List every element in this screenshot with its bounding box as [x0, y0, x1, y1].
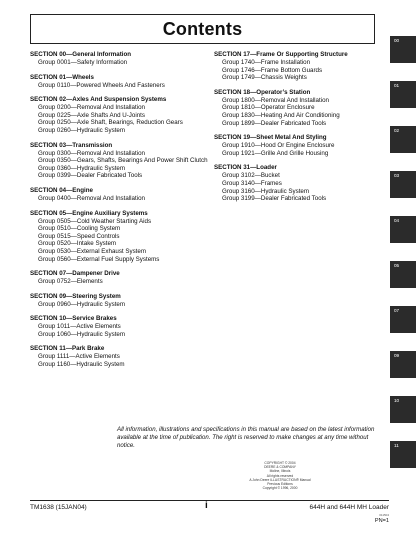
group-entry: Group 1111—Active Elements — [38, 353, 120, 361]
section-tab[interactable]: 00 — [390, 36, 416, 63]
section-title: SECTION 19—Sheet Metal And Styling — [214, 134, 327, 142]
footer-rule — [30, 500, 389, 501]
group-entry: Group 0350—Gears, Shafts, Bearings And Power Shift Clutch — [38, 157, 208, 165]
right-column — [214, 51, 389, 210]
group-entry: Group 1910—Hood Or Engine Enclosure — [222, 142, 335, 150]
section-title: SECTION 04—Engine — [30, 186, 93, 194]
group-entry: Group 1746—Frame Bottom Guards — [222, 66, 323, 74]
section-title: SECTION 00—General Information — [30, 51, 132, 58]
section-tab[interactable]: 01 — [390, 81, 416, 108]
group-entry: Group 0260—Hydraulic System — [38, 126, 126, 134]
group-entry: Group 1921—Grille And Grille Housing — [222, 149, 329, 157]
group-entry: Group 1749—Chassis Weights — [222, 74, 307, 82]
toc-section — [30, 142, 210, 180]
toc-section — [30, 187, 210, 203]
section-tab[interactable]: 04 — [390, 216, 416, 243]
toc-section — [214, 51, 389, 82]
toc-section — [30, 293, 210, 309]
group-entry: Group 0399—Dealer Fabricated Tools — [38, 172, 143, 180]
section-title: SECTION 03—Transmission — [30, 141, 113, 149]
group-entry: Group 0752—Elements — [38, 278, 103, 286]
section-tab[interactable]: 07 — [390, 306, 416, 333]
group-entry: Group 0530—External Exhaust System — [38, 247, 146, 255]
group-entry: Group 0001—Safety Information — [38, 59, 128, 66]
toc-section — [30, 51, 210, 67]
toc-section — [214, 89, 389, 127]
group-entry: Group 1160—Hydraulic System — [38, 361, 125, 369]
section-tab[interactable]: 10 — [390, 396, 416, 423]
toc-section — [30, 345, 210, 368]
group-entry: Group 0300—Removal And Installation — [38, 149, 145, 157]
toc-section — [214, 134, 389, 157]
group-entry: Group 1740—Frame Installation — [222, 59, 311, 66]
toc-section — [30, 96, 210, 134]
footer-manual-id: TM1638 (15JAN04) — [30, 504, 87, 511]
group-entry: Group 3199—Dealer Fabricated Tools — [222, 195, 327, 203]
toc-section — [30, 210, 210, 264]
footer-page-number: i — [205, 500, 208, 511]
group-entry: Group 1800—Removal And Installation — [222, 96, 329, 104]
group-entry: Group 0520—Intake System — [38, 240, 117, 248]
group-entry: Group 3140—Frames — [222, 179, 282, 187]
group-entry: Group 0400—Removal And Installation — [38, 194, 145, 202]
footer-date-code: 011504 — [379, 513, 389, 517]
section-title: SECTION 17—Frame Or Supporting Structure — [214, 51, 348, 58]
section-title: SECTION 05—Engine Auxiliary Systems — [30, 209, 148, 217]
section-title: SECTION 09—Steering System — [30, 292, 121, 300]
footer-product-name: 644H and 644H MH Loader — [309, 504, 389, 511]
section-title: SECTION 01—Wheels — [30, 73, 94, 81]
group-entry: Group 0360—Hydraulic System — [38, 164, 126, 172]
group-entry: Group 0250—Axle Shaft, Bearings, Reduction Gears — [38, 119, 183, 127]
section-tab[interactable]: 03 — [390, 171, 416, 198]
group-entry: Group 0510—Cooling System — [38, 225, 121, 233]
section-tab[interactable]: 09 — [390, 351, 416, 378]
toc-section — [30, 74, 210, 90]
group-entry: Group 1810—Operator Enclosure — [222, 104, 315, 112]
contents-title-box — [30, 14, 375, 44]
section-title: SECTION 18—Operator’s Station — [214, 88, 311, 96]
copyright-line: A John Deere ILLUSTRUCTION® Manual — [249, 477, 311, 482]
section-title: SECTION 10—Service Brakes — [30, 315, 117, 323]
group-entry: Group 0505—Cold Weather Starting Aids — [38, 217, 152, 225]
group-entry: Group 0515—Speed Controls — [38, 232, 120, 240]
toc-section — [30, 315, 210, 338]
copyright-line: Copyright © 1996, 2000 — [262, 486, 298, 491]
group-entry: Group 0560—External Fuel Supply Systems — [38, 255, 160, 263]
copyright-line: Moline, Illinois — [269, 469, 291, 474]
group-entry: Group 1830—Heating And Air Conditioning — [222, 111, 340, 119]
left-column — [30, 51, 210, 376]
section-title: SECTION 02—Axles And Suspension Systems — [30, 96, 167, 104]
group-entry: Group 1899—Dealer Fabricated Tools — [222, 119, 327, 127]
group-entry: Group 0225—Axle Shafts And U-Joints — [38, 111, 145, 119]
group-entry: Group 0200—Removal And Installation — [38, 104, 145, 112]
group-entry: Group 0960—Hydraulic System — [38, 300, 126, 308]
page-title: Contents — [162, 18, 243, 39]
section-tab[interactable]: 05 — [390, 261, 416, 288]
copyright-line: COPYRIGHT © 2004 — [264, 461, 296, 465]
copyright-line: All rights reserved — [266, 473, 294, 478]
section-title: SECTION 07—Dampener Drive — [30, 270, 120, 278]
toc-section — [30, 270, 210, 286]
group-entry: Group 3160—Hydraulic System — [222, 187, 310, 195]
group-entry: Group 1011—Active Elements — [38, 323, 121, 331]
copyright-block — [220, 461, 340, 490]
section-tab[interactable]: 02 — [390, 126, 416, 153]
section-tab[interactable]: 11 — [390, 441, 416, 468]
section-title: SECTION 31—Loader — [214, 164, 277, 172]
group-entry: Group 1060—Hydraulic System — [38, 330, 126, 338]
footer-pn: PN=1 — [374, 518, 389, 524]
group-entry: Group 0110—Powered Wheels And Fasteners — [38, 81, 165, 89]
toc-section — [214, 164, 389, 202]
copyright-line: Previous Editions — [267, 482, 293, 487]
copyright-line: DEERE & COMPANY — [264, 465, 296, 470]
section-title: SECTION 11—Park Brake — [30, 345, 105, 353]
group-entry: Group 3102—Bucket — [222, 172, 280, 180]
disclaimer-note: All information, illustrations and specifications in this manual are based on the latest information available at the time of publication. The right is reserved to make changes at any time without notice. — [117, 426, 375, 450]
